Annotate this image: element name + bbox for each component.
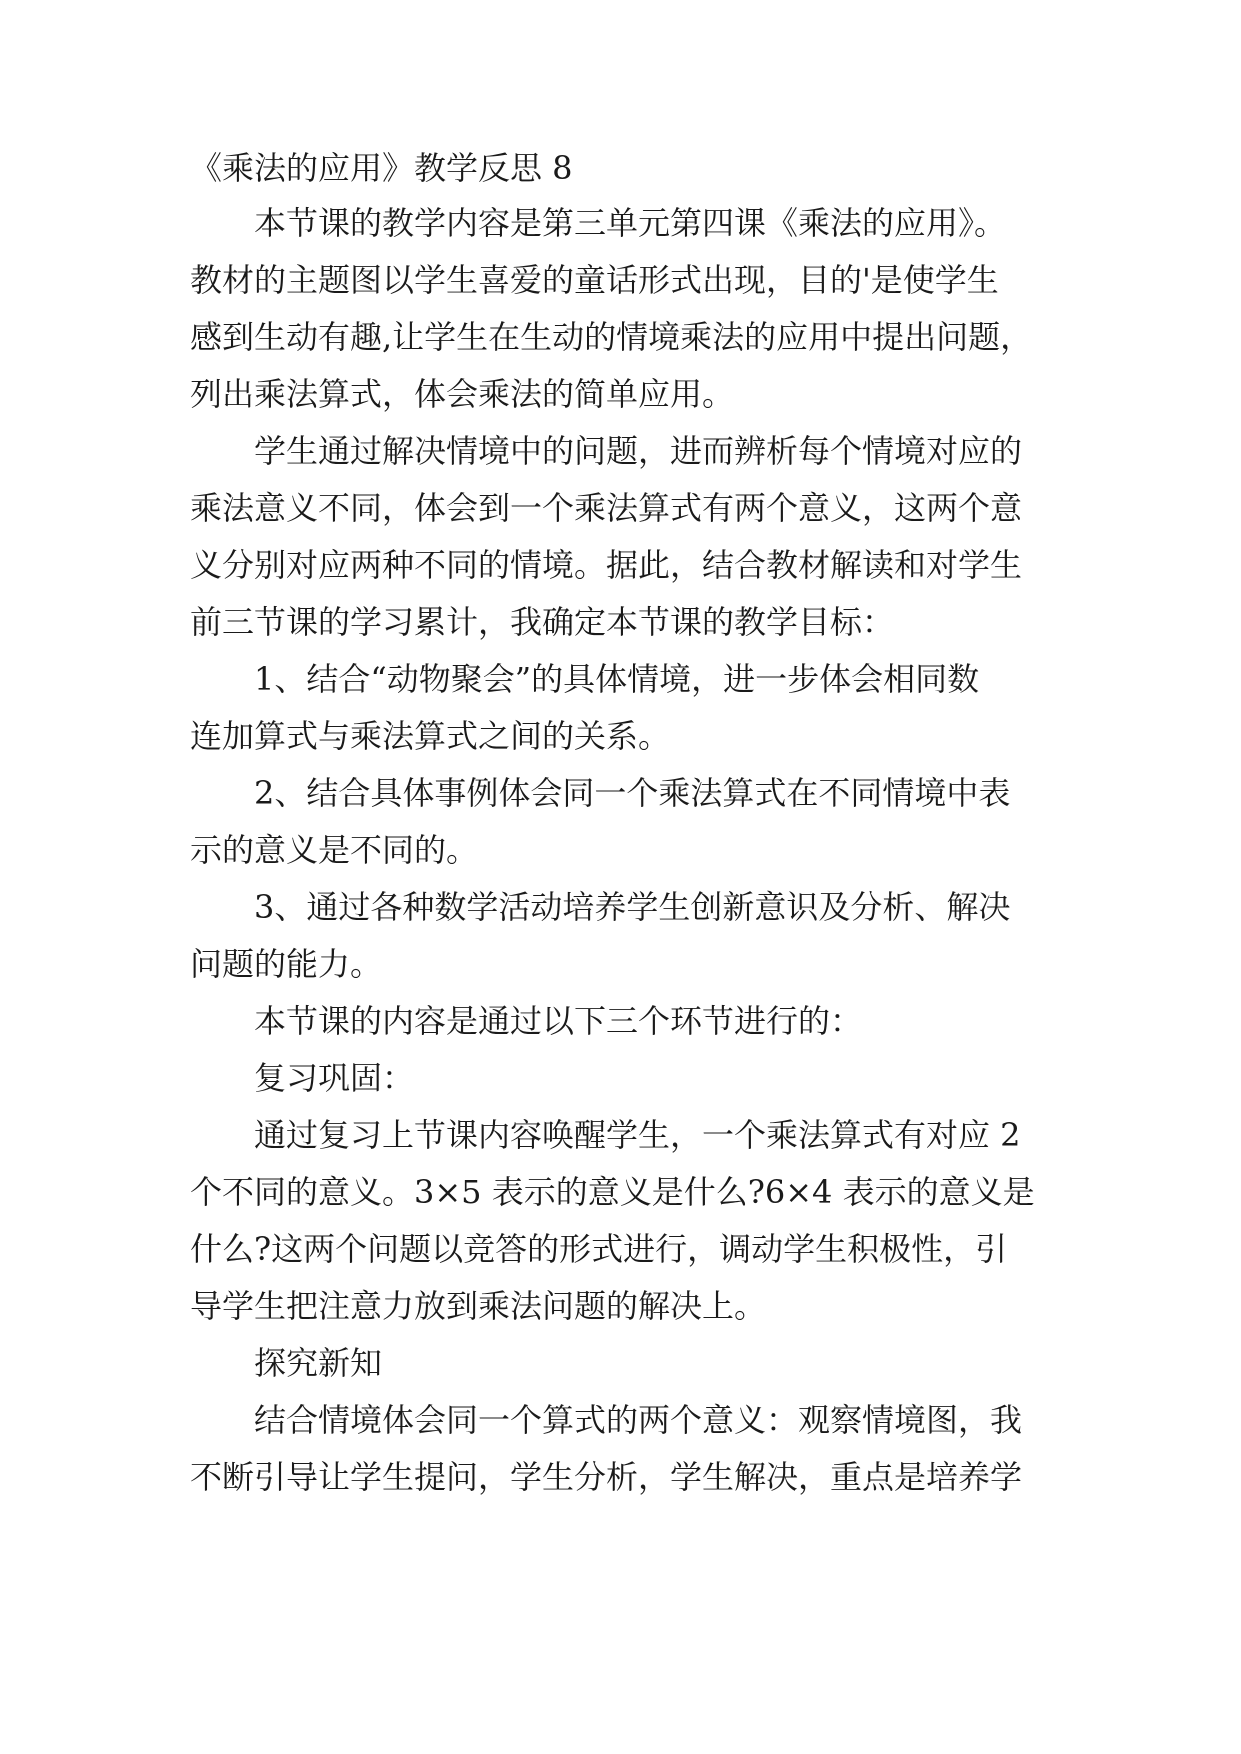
paragraph-line: 连加算式与乘法算式之间的关系。	[190, 717, 671, 755]
paragraph-line: 2、结合具体事例体会同一个乘法算式在不同情境中表	[254, 774, 1011, 812]
paragraph-line: 通过复习上节课内容唤醒学生，一个乘法算式有对应 2	[254, 1116, 1021, 1154]
paragraph-line: 结合情境体会同一个算式的两个意义：观察情境图，我	[254, 1401, 1023, 1439]
paragraph-line: 教材的主题图以学生喜爱的童话形式出现，目的'是使学生	[190, 261, 999, 299]
paragraph-line: 不断引导让学生提问，学生分析，学生解决，重点是培养学	[190, 1458, 1023, 1496]
paragraph-line: 1、结合“动物聚会”的具体情境，进一步体会相同数	[254, 660, 980, 698]
paragraph-line: 什么?这两个问题以竞答的形式进行，调动学生积极性，引	[190, 1230, 1008, 1268]
paragraph-line: 前三节课的学习累计，我确定本节课的教学目标：	[190, 603, 895, 641]
paragraph-line: 导学生把注意力放到乘法问题的解决上。	[190, 1287, 767, 1325]
paragraph-line: 示的意义是不同的。	[190, 831, 479, 869]
document-title: 《乘法的应用》教学反思 8	[190, 149, 573, 187]
paragraph-line: 列出乘法算式，体会乘法的简单应用。	[190, 375, 735, 413]
paragraph-line: 乘法意义不同，体会到一个乘法算式有两个意义，这两个意	[190, 489, 1023, 527]
paragraph-line: 3、通过各种数学活动培养学生创新意识及分析、解决	[254, 888, 1011, 926]
paragraph-line: 感到生动有趣,让学生在生动的情境乘法的应用中提出问题，	[190, 318, 1033, 356]
paragraph-line: 本节课的教学内容是第三单元第四课《乘法的应用》。	[254, 204, 1007, 242]
paragraph-line: 本节课的内容是通过以下三个环节进行的：	[254, 1002, 863, 1040]
paragraph-line: 问题的能力。	[190, 945, 383, 983]
paragraph-line: 学生通过解决情境中的问题，进而辨析每个情境对应的	[254, 432, 1023, 470]
section-heading: 探究新知	[254, 1344, 383, 1382]
section-heading: 复习巩固：	[254, 1059, 415, 1097]
paragraph-line: 个不同的意义。3×5 表示的意义是什么?6×4 表示的意义是	[190, 1173, 1035, 1211]
paragraph-line: 义分别对应两种不同的情境。据此，结合教材解读和对学生	[190, 546, 1023, 584]
